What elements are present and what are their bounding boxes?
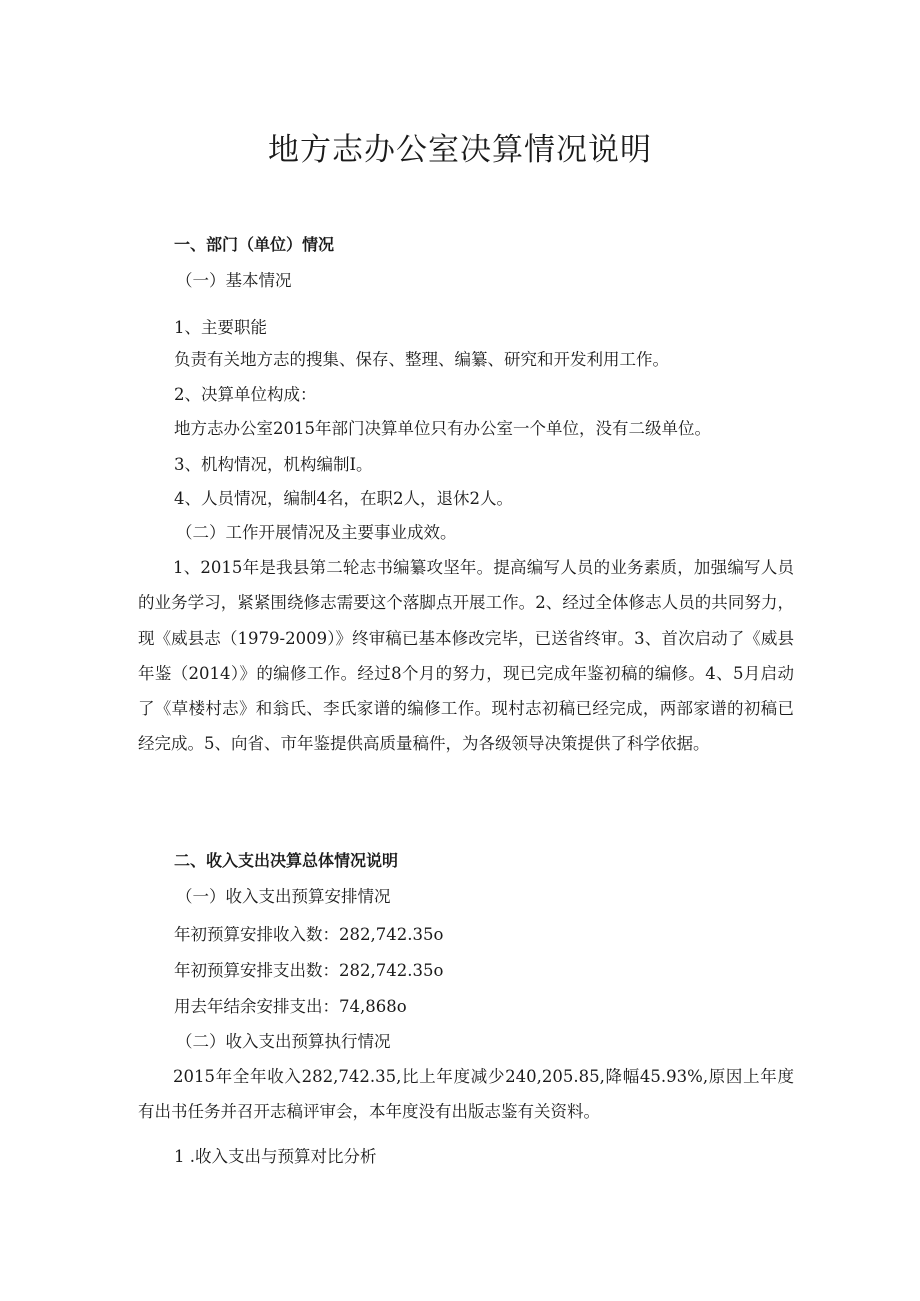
unit-composition-label: 2、决算单位构成：	[174, 385, 317, 404]
document-title: 地方志办公室决算情况说明	[268, 132, 652, 168]
execution-paragraph: 2015年全年收入282,742.35,比上年度减少240,205.85,降幅45.93%,原因上年度有出书任务并召开志稿评审会，本年度没有出版志鉴有关资料。	[138, 1067, 794, 1122]
section2-heading: 二、收入支出决算总体情况说明	[174, 851, 399, 870]
budget-expense-line: 年初预算安排支出数：282,742.35o	[174, 961, 444, 980]
section2-subheading-budget: （一）收入支出预算安排情况	[176, 887, 391, 906]
duty-text: 负责有关地方志的搜集、保存、整理、编纂、研究和开发利用工作。	[174, 350, 669, 369]
surplus-expense-line: 用去年结余安排支出：74,868o	[174, 997, 407, 1016]
duty-label: 1、主要职能	[174, 318, 267, 337]
staff-info: 4、人员情况，编制4名，在职2人，退休2人。	[174, 489, 513, 508]
organization-info: 3、机构情况，机构编制I。	[174, 455, 373, 474]
unit-composition-text: 地方志办公室2015年部门决算单位只有办公室一个单位，没有二级单位。	[174, 419, 711, 438]
budget-income-line: 年初预算安排收入数：282,742.35o	[174, 925, 444, 944]
section1-subheading-work: （二）工作开展情况及主要事业成效。	[176, 523, 457, 542]
section1-heading: 一、部门（单位）情况	[174, 235, 335, 254]
section1-subheading-basic: （一）基本情况	[176, 271, 292, 290]
section2-subheading-execution: （二）收入支出预算执行情况	[176, 1032, 391, 1051]
comparison-analysis-label: 1 .收入支出与预算对比分析	[174, 1147, 377, 1166]
work-achievements-paragraph: 1、2015年是我县第二轮志书编纂攻坚年。提高编写人员的业务素质，加强编写人员的业务学习，紧紧围绕修志需要这个落脚点开展工作。2、经过全体修志人员的共同努力，现《威县志（1979-2009）》终审稿已基本修改完毕，已送省终审。3、首次启动了《威县年鉴（2014）》的编修工作。经过8个月的努力，现已完成年鉴初稿的编修。4、5月启动了《草楼村志》和翁氏、李氏家谱的编修工作。现村志初稿已经完成，两部家谱的初稿已经完成。5、向省、市年鉴提供高质量稿件，为各级领导决策提供了科学依据。	[138, 558, 794, 754]
